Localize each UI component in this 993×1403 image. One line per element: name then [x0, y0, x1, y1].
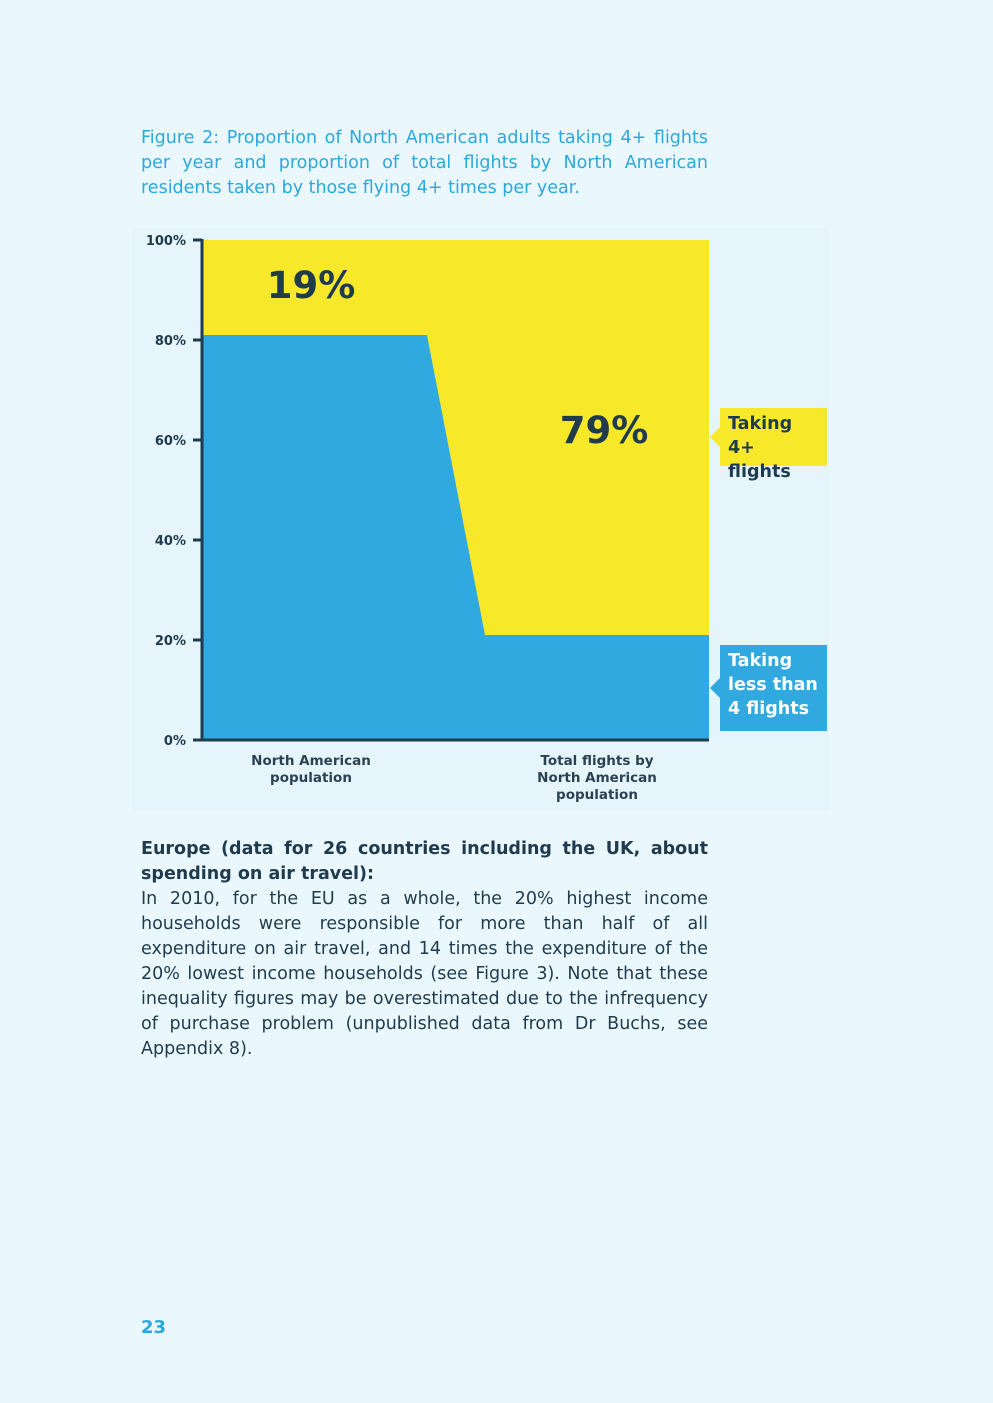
section-heading: Europe (data for 26 countries including the UK, about spending on air travel): [141, 839, 708, 884]
legend-taking-4plus-flights [720, 408, 827, 482]
legend-blue-line-3: 4 flights [728, 699, 810, 719]
legend-yellow-line-1: Taking [728, 414, 793, 434]
y-tick-label: 60% [154, 434, 186, 449]
legend-blue-line-1: Taking [728, 651, 793, 671]
x-category-label: North American [251, 753, 371, 769]
y-tick-label: 100% [145, 234, 186, 249]
europe-section [141, 837, 708, 1062]
data-label: 19% [266, 264, 356, 307]
x-category-label: North American [537, 770, 657, 786]
legend-yellow-line-2: 4+ flights [728, 438, 791, 482]
y-tick-label: 80% [154, 334, 186, 349]
page-number: 23 [141, 1317, 167, 1338]
y-tick-label: 0% [163, 734, 186, 749]
x-category-label: Total flights by [540, 753, 654, 769]
x-category-label: population [556, 787, 638, 803]
y-tick-label: 20% [154, 634, 186, 649]
figure-caption: Figure 2: Proportion of North American adults taking 4+ flights per year and proportion of total flights by North American residents taken by those flying 4+ times per year. [141, 128, 708, 198]
y-tick-label: 40% [154, 534, 186, 549]
data-label: 79% [559, 409, 649, 452]
section-body: In 2010, for the EU as a whole, the 20% highest income households were responsible for more than half of all expenditure on air travel, and 14 times the expenditure of the 20% lowest income households (see Figure 3). Note that these inequality figures may be overestimated due to the infrequency of purchase problem (unpublished data from Dr Buchs, see Appendix 8). [141, 889, 708, 1059]
x-category-label: population [270, 770, 352, 786]
legend-blue-line-2: less than [728, 675, 818, 695]
legend-taking-less-than-4-flights [720, 645, 827, 731]
